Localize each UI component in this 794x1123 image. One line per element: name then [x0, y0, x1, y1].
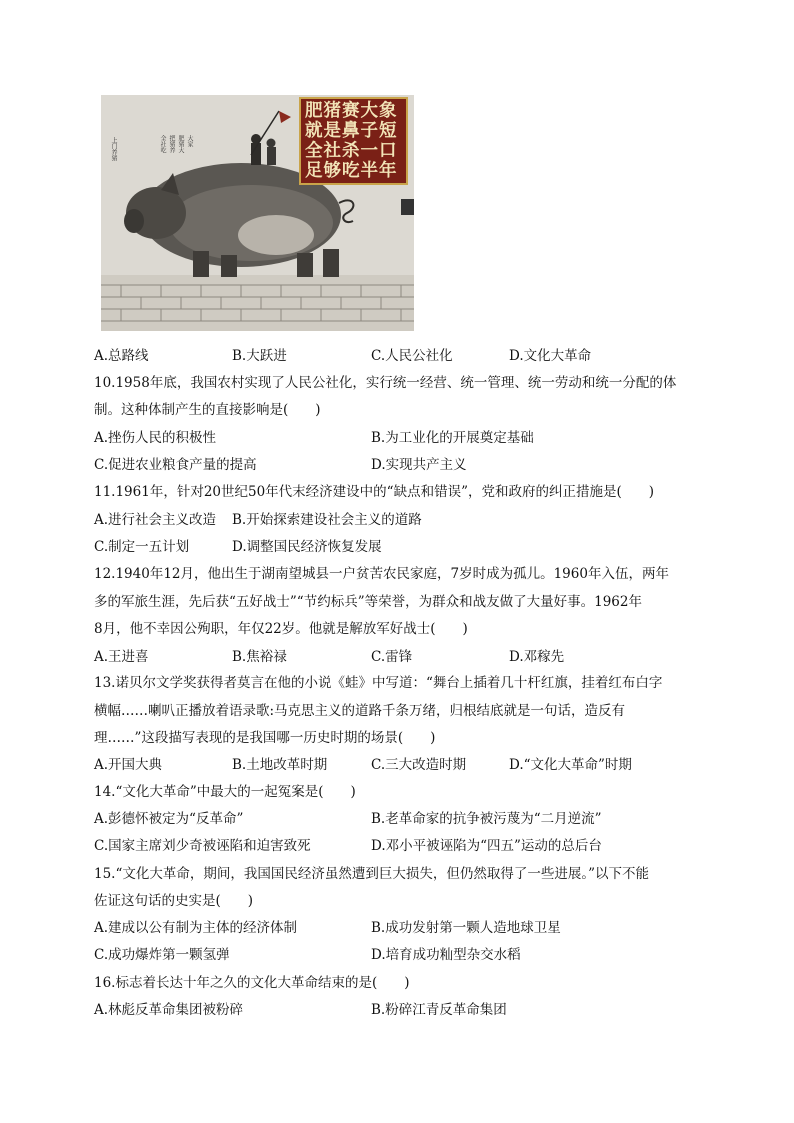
- q13-stem: 横幅……喇叭正播放着语录歌:马克思主义的道路千条万绪，归根结底就是一句话，造反有: [94, 703, 626, 719]
- q9-option-d[interactable]: D.文化大革命: [509, 348, 592, 364]
- q15-option-b[interactable]: B.成功发射第一颗人造地球卫星: [371, 920, 561, 936]
- q16-option-b[interactable]: B.粉碎江青反革命集团: [371, 1002, 507, 1018]
- q14-option-d[interactable]: D.邓小平被诬陷为“四五”运动的总后台: [371, 838, 602, 854]
- q14-option-b[interactable]: B.老革命家的抗争被污蔑为“二月逆流”: [371, 811, 602, 827]
- big-pig-poster-image: [101, 95, 414, 331]
- q11-option-b[interactable]: B.开始探索建设社会主义的道路: [232, 512, 422, 528]
- q13-stem: 理……”这段描写表现的是我国哪一历史时期的场景( ): [94, 730, 436, 746]
- q12-option-b[interactable]: B.焦裕禄: [232, 649, 287, 665]
- poster-slogan-line: 肥猪赛大象: [305, 100, 398, 121]
- q14-option-a[interactable]: A.彭德怀被定为“反革命”: [94, 811, 244, 827]
- q14-option-c[interactable]: C.国家主席刘少奇被诬陷和迫害致死: [94, 838, 311, 854]
- poster-slogan-line: 就是鼻子短: [305, 120, 398, 141]
- poster-left-col: 全社吃: [159, 135, 166, 153]
- q15-option-d[interactable]: D.培育成功籼型杂交水稻: [371, 947, 521, 963]
- q13-option-c[interactable]: C.三大改造时期: [371, 757, 467, 773]
- q9-option-b[interactable]: B.大跃进: [232, 348, 287, 364]
- q12-option-c[interactable]: C.雷锋: [371, 649, 413, 665]
- q10-option-a[interactable]: A.挫伤人民的积极性: [94, 430, 217, 446]
- q10-stem: 制。这种体制产生的直接影响是( ): [94, 402, 321, 418]
- q9-option-a[interactable]: A.总路线: [94, 348, 149, 364]
- poster-left-col: 大家: [186, 135, 193, 147]
- q13-option-b[interactable]: B.土地改革时期: [232, 757, 328, 773]
- q16-option-a[interactable]: A.林彪反革命集团被粉碎: [94, 1002, 244, 1018]
- q9-option-c[interactable]: C.人民公社化: [371, 348, 453, 364]
- q11-option-d[interactable]: D.调整国民经济恢复发展: [232, 539, 382, 555]
- poster-side-text: 上门养猪: [110, 137, 117, 161]
- q11-option-a[interactable]: A.进行社会主义改造: [94, 512, 217, 528]
- q13-stem: 13.诺贝尔文学奖获得者莫言在他的小说《蛙》中写道：“舞台上插着几十杆红旗，挂着红布白字: [94, 675, 663, 691]
- q11-stem: 11.1961年，针对20世纪50年代末经济建设中的“缺点和错误”，党和政府的纠正措施是( ): [94, 484, 655, 500]
- poster-slogan-line: 足够吃半年: [305, 160, 398, 181]
- poster-slogan-panel: [299, 97, 408, 185]
- poster-slogan-line: 全社杀一口: [305, 140, 398, 161]
- q14-stem: 14.“文化大革命”中最大的一起冤案是( ): [94, 784, 356, 800]
- q12-stem: 多的军旅生涯，先后获“五好战士”“节约标兵”等荣誉，为群众和战友做了大量好事。1962年: [94, 594, 642, 610]
- q11-option-c[interactable]: C.制定一五计划: [94, 539, 190, 555]
- poster-left-caption: [143, 135, 193, 175]
- q10-option-d[interactable]: D.实现共产主义: [371, 457, 467, 473]
- q15-option-a[interactable]: A.建成以公有制为主体的经济体制: [94, 920, 298, 936]
- q10-stem: 10.1958年底，我国农村实现了人民公社化，实行统一经营、统一管理、统一劳动和统一分配的体: [94, 375, 677, 391]
- q12-option-d[interactable]: D.邓稼先: [509, 649, 565, 665]
- q15-option-c[interactable]: C.成功爆炸第一颗氢弹: [94, 947, 230, 963]
- q10-option-b[interactable]: B.为工业化的开展奠定基础: [371, 430, 534, 446]
- q16-stem: 16.标志着长达十年之久的文化大革命结束的是( ): [94, 975, 410, 991]
- q12-option-a[interactable]: A.王进喜: [94, 649, 149, 665]
- q13-option-d[interactable]: D.“文化大革命”时期: [509, 757, 632, 773]
- poster-left-col: 把猪养: [168, 135, 175, 153]
- q12-stem: 8月，他不幸因公殉职，年仅22岁。他就是解放军好战士( ): [94, 621, 468, 637]
- q12-stem: 12.1940年12月，他出生于湖南望城县一户贫苦农民家庭，7岁时成为孤儿。1960年入伍，两年: [94, 566, 669, 582]
- q15-stem: 佐证这句话的史实是( ): [94, 893, 254, 909]
- q15-stem: 15.“文化大革命，期间，我国国民经济虽然遭到巨大损失，但仍然取得了一些进展。”以下不能: [94, 866, 650, 882]
- poster-left-col: 肥猪大: [177, 135, 184, 153]
- q10-option-c[interactable]: C.促进农业粮食产量的提高: [94, 457, 257, 473]
- q13-option-a[interactable]: A.开国大典: [94, 757, 163, 773]
